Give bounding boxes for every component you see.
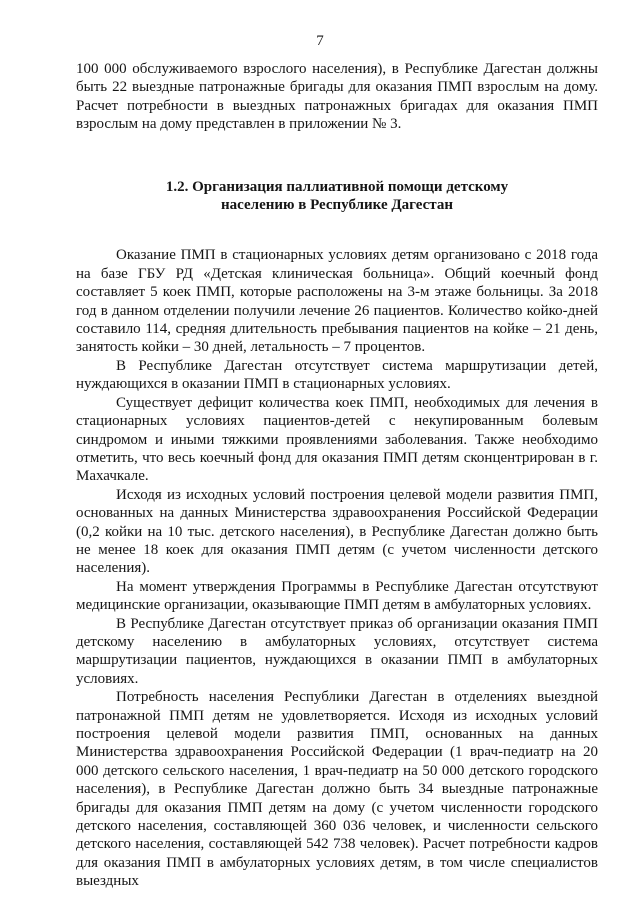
paragraph-no-outpatient-orgs: На момент утверждения Программы в Республике Дагестан отсутствуют медицинские организации, оказывающие ПМП детям в амбулаторных условиях. — [76, 578, 598, 614]
document-body — [76, 60, 598, 891]
paragraph-routing-absent: В Республике Дагестан отсутствует система маршрутизации детей, нуждающихся в оказании ПМП в стационарных условиях. — [76, 357, 598, 393]
intro-paragraph: 100 000 обслуживаемого взрослого населения), в Республике Дагестан должны быть 22 выездные патронажные бригады для оказания ПМП взрослым на дому. Расчет потребности в выездных патронажных бригадах для оказания ПМП взрослым на дому представлен в приложении № 3. — [76, 61, 598, 133]
paragraph-no-order: В Республике Дагестан отсутствует приказ об организации оказания ПМП детскому населению в амбулаторных условиях, отсутствует система маршрутизации пациентов, нуждающихся в оказании ПМП в амбулаторных условиях. — [76, 615, 598, 687]
page-number: 7 — [316, 33, 324, 49]
section-heading — [76, 178, 598, 215]
paragraph-target-model-beds: Исходя из исходных условий построения целевой модели развития ПМП, основанных на данных Министерства здравоохранения Российской Федерации (0,2 койки на 10 тыс. детского населения), в Республике Дагестан должно быть не менее 18 коек для оказания ПМП детям (с учетом численности детского населения). — [76, 486, 598, 577]
section-heading-line-2: населению в Республике Дагестан — [221, 197, 453, 214]
section-heading-line-1: 1.2. Организация паллиативной помощи детскому — [165, 178, 509, 195]
paragraph-mobile-teams: Потребность населения Республики Дагестан в отделениях выездной патронажной ПМП детям не удовлетворяется. Исходя из исходных условий построения целевой модели развития ПМП, основанных на данных Министерства здравоохранения Российской Федерации (1 врач-педиатр на 20 000 детского сельского населения, 1 врач-педиатр на 50 000 детского городского населения), в Республике Дагестан должно быть 34 выездные патронажные бригады для оказания ПМП детям на дому (с учетом численности городского детского населения, составляющей 360 036 человек, и численности сельского детского населения, составляющей 542 738 человек). Расчет потребности кадров для оказания ПМП в амбулаторных условиях детям, в том числе специалистов выездных — [76, 689, 598, 890]
paragraph-bed-deficit: Существует дефицит количества коек ПМП, необходимых для лечения в стационарных условиях пациентов-детей с некупированным болевым синдромом и иными тяжкими проявлениями заболевания. Также необходимо отметить, что весь коечный фонд для оказания ПМП детям сконцентрирован в г. Махачкале. — [76, 394, 598, 485]
paragraph-inpatient-care: Оказание ПМП в стационарных условиях детям организовано с 2018 года на базе ГБУ РД «Детская клиническая больница». Общий коечный фонд составляет 5 коек ПМП, которые расположены на 3-м этаже больницы. За 2018 год в данном отделении получили лечение 26 пациентов. Количество койко-дней составило 114, средняя длительность пребывания пациентов на койке – 21 день, занятость койки – 30 дней, летальность – 7 процентов. — [76, 247, 598, 356]
